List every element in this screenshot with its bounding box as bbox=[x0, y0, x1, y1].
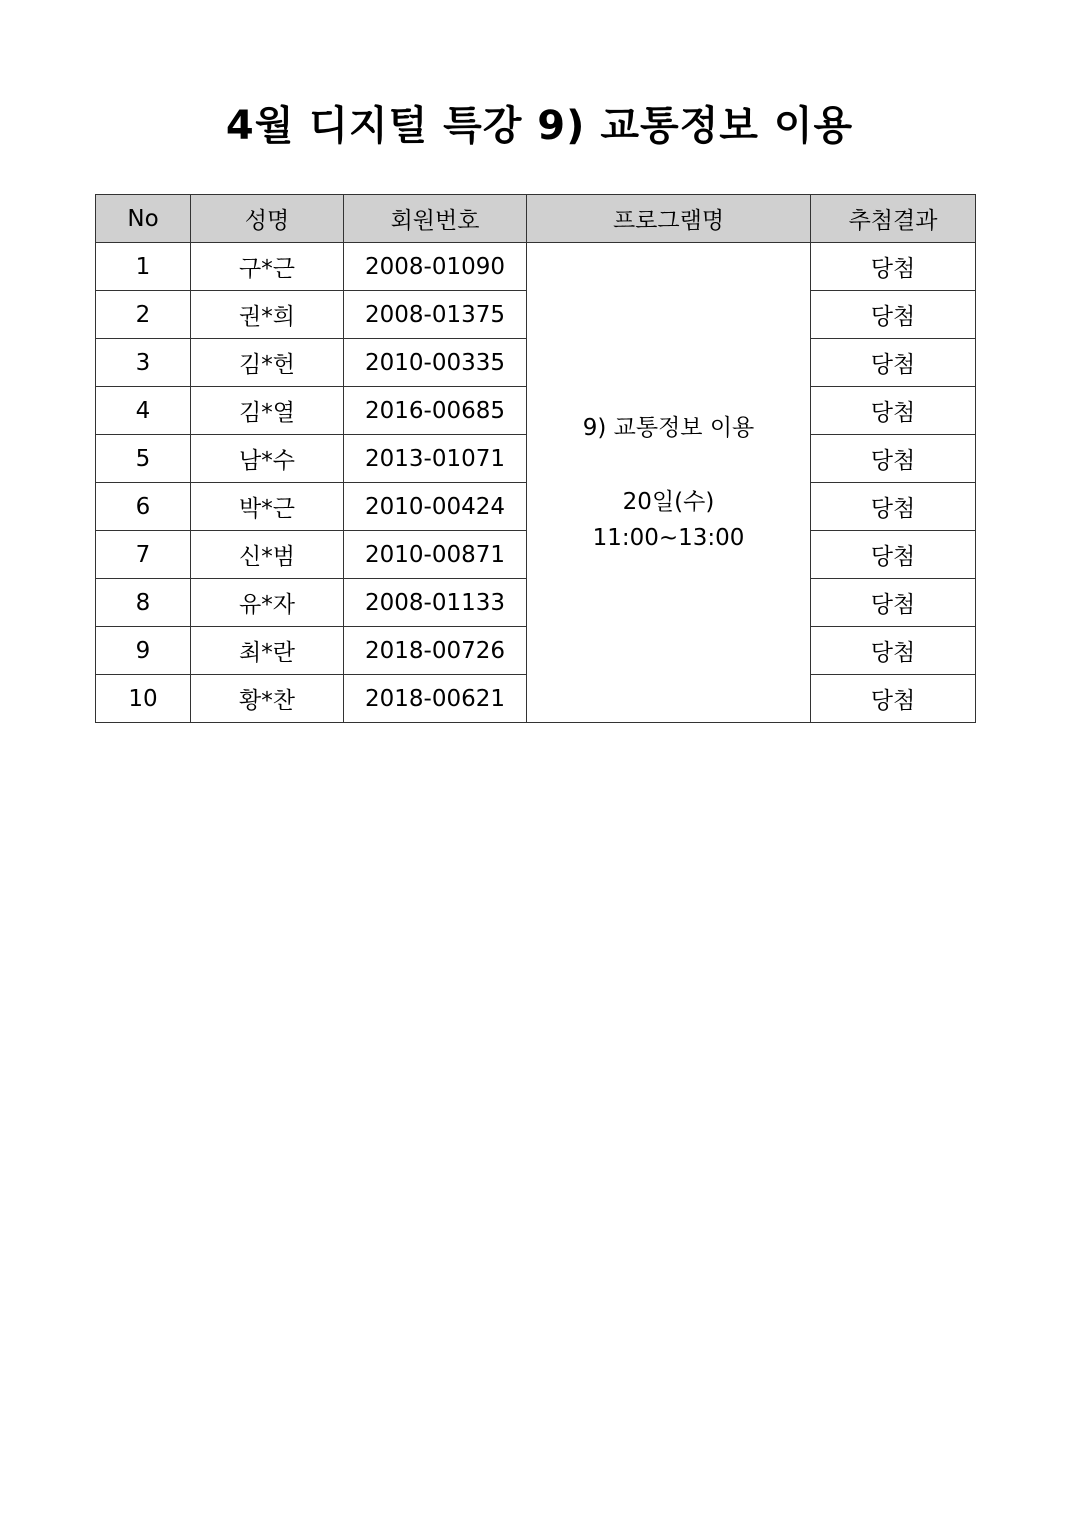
cell-name: 권*희 bbox=[191, 291, 344, 339]
cell-member-id: 2013-01071 bbox=[344, 435, 527, 483]
cell-name: 황*찬 bbox=[191, 675, 344, 723]
cell-member-id: 2010-00871 bbox=[344, 531, 527, 579]
cell-result: 당첨 bbox=[811, 291, 976, 339]
cell-member-id: 2010-00335 bbox=[344, 339, 527, 387]
cell-member-id: 2008-01090 bbox=[344, 243, 527, 291]
column-header-name: 성명 bbox=[191, 195, 344, 243]
cell-no: 6 bbox=[96, 483, 191, 531]
cell-name: 남*수 bbox=[191, 435, 344, 483]
table-row bbox=[96, 243, 976, 291]
column-header-program: 프로그램명 bbox=[527, 195, 811, 243]
cell-no: 1 bbox=[96, 243, 191, 291]
cell-no: 9 bbox=[96, 627, 191, 675]
column-header-result: 추첨결과 bbox=[811, 195, 976, 243]
cell-no: 3 bbox=[96, 339, 191, 387]
cell-program bbox=[527, 243, 811, 723]
cell-no: 2 bbox=[96, 291, 191, 339]
cell-member-id: 2018-00726 bbox=[344, 627, 527, 675]
cell-result: 당첨 bbox=[811, 531, 976, 579]
cell-result: 당첨 bbox=[811, 627, 976, 675]
cell-result: 당첨 bbox=[811, 243, 976, 291]
cell-result: 당첨 bbox=[811, 579, 976, 627]
cell-member-id: 2008-01375 bbox=[344, 291, 527, 339]
program-name: 9) 교통정보 이용 bbox=[582, 414, 755, 441]
program-time: 11:00~13:00 bbox=[592, 524, 745, 551]
cell-name: 박*근 bbox=[191, 483, 344, 531]
cell-member-id: 2016-00685 bbox=[344, 387, 527, 435]
cell-result: 당첨 bbox=[811, 435, 976, 483]
table-header-row bbox=[96, 195, 976, 243]
cell-name: 신*범 bbox=[191, 531, 344, 579]
cell-name: 최*란 bbox=[191, 627, 344, 675]
program-date: 20일(수) bbox=[622, 488, 715, 515]
cell-member-id: 2018-00621 bbox=[344, 675, 527, 723]
cell-member-id: 2010-00424 bbox=[344, 483, 527, 531]
page-title: 4월 디지털 특강 9) 교통정보 이용 bbox=[225, 103, 854, 149]
cell-no: 5 bbox=[96, 435, 191, 483]
cell-result: 당첨 bbox=[811, 339, 976, 387]
cell-no: 4 bbox=[96, 387, 191, 435]
cell-name: 유*자 bbox=[191, 579, 344, 627]
cell-result: 당첨 bbox=[811, 483, 976, 531]
cell-no: 7 bbox=[96, 531, 191, 579]
lottery-result-table bbox=[95, 194, 976, 723]
cell-result: 당첨 bbox=[811, 387, 976, 435]
cell-name: 김*열 bbox=[191, 387, 344, 435]
column-header-member-id: 회원번호 bbox=[344, 195, 527, 243]
column-header-no: No bbox=[96, 195, 191, 243]
cell-name: 김*헌 bbox=[191, 339, 344, 387]
cell-no: 10 bbox=[96, 675, 191, 723]
cell-no: 8 bbox=[96, 579, 191, 627]
cell-name: 구*근 bbox=[191, 243, 344, 291]
cell-result: 당첨 bbox=[811, 675, 976, 723]
cell-member-id: 2008-01133 bbox=[344, 579, 527, 627]
